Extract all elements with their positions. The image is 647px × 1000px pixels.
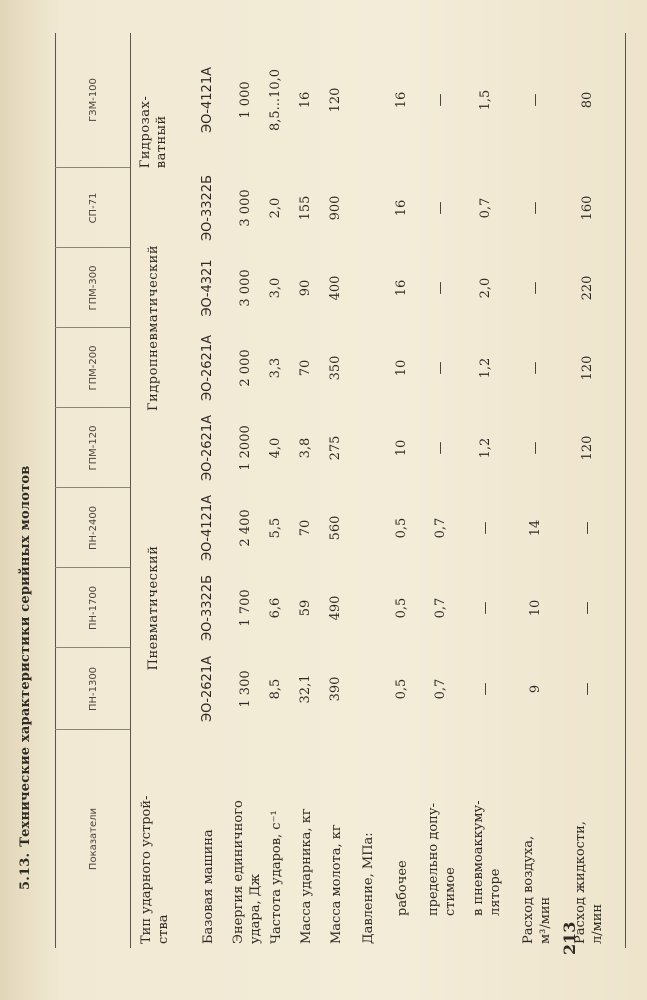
cell-pmax-6: —	[433, 281, 448, 295]
cell-hammer-6: 400	[328, 275, 343, 301]
cell-hammer-1: 390	[328, 676, 343, 702]
cell-liq-8: 80	[580, 91, 595, 109]
cell-air-2: 10	[528, 599, 543, 617]
cell-base-8: ЭО-4121А	[200, 67, 215, 133]
cell-freq-5: 3,3	[268, 357, 283, 379]
cell-freq-3: 5,5	[268, 517, 283, 539]
label-pressure-accum: в пневмоаккуму- ляторе	[471, 800, 503, 916]
cell-striker-5: 70	[298, 359, 313, 377]
cell-energy-5: 2 000	[238, 349, 253, 387]
cell-air-6: —	[528, 281, 543, 295]
cell-air-7: —	[528, 201, 543, 215]
cell-pmax-4: —	[433, 441, 448, 455]
header-model-7: СП-71	[88, 192, 99, 224]
cell-striker-8: 16	[298, 91, 313, 109]
header-model-3: ПН-2400	[88, 505, 99, 551]
cell-freq-4: 4,0	[268, 437, 283, 459]
cell-freq-7: 2,0	[268, 197, 283, 219]
table-caption	[18, 466, 33, 890]
label-liquid-flow: Расход жидкости, л/мин	[573, 821, 605, 944]
label-air-flow: Расход воздуха, м³/мин	[521, 835, 553, 944]
cell-striker-4: 3,8	[298, 437, 313, 459]
cell-base-6: ЭО-4321	[200, 259, 215, 317]
cell-striker-6: 90	[298, 279, 313, 297]
cell-pmax-8: —	[433, 93, 448, 107]
label-hammer-mass: Масса молота, кг	[329, 824, 344, 944]
cell-freq-2: 6,6	[268, 597, 283, 619]
table-bottom-rule	[625, 33, 626, 948]
cell-hammer-3: 560	[328, 515, 343, 541]
cell-pwork-3: 0,5	[394, 517, 409, 539]
header-model-5: ГПМ-200	[88, 345, 99, 391]
cell-pacc-7: 0,7	[478, 197, 493, 219]
cell-freq-6: 3,0	[268, 277, 283, 299]
label-pressure-title: Давление, МПа:	[361, 832, 376, 944]
header-model-4: ГПМ-120	[88, 425, 99, 471]
cell-pmax-5: —	[433, 361, 448, 375]
header-indicator: Показатели	[88, 807, 99, 871]
cell-freq-8: 8,5...10,0	[268, 68, 283, 132]
col-sep-4	[55, 487, 130, 488]
cell-energy-7: 3 000	[238, 189, 253, 227]
label-base-machine: Базовая машина	[201, 829, 216, 944]
cell-pwork-5: 10	[394, 359, 409, 377]
cell-pmax-7: —	[433, 201, 448, 215]
cell-liq-3: —	[580, 521, 595, 535]
cell-hammer-7: 900	[328, 195, 343, 221]
label-pressure-working: рабочее	[395, 860, 410, 916]
cell-pmax-1: 0,7	[433, 678, 448, 700]
cell-striker-1: 32,1	[298, 674, 313, 704]
cell-energy-3: 2 400	[238, 509, 253, 547]
cell-hammer-2: 490	[328, 595, 343, 621]
cell-hammer-8: 120	[328, 87, 343, 113]
cell-air-3: 14	[528, 519, 543, 537]
cell-striker-2: 59	[298, 599, 313, 617]
col-sep-2	[55, 647, 130, 648]
col-sep-1	[55, 729, 130, 730]
cell-striker-7: 155	[298, 195, 313, 221]
col-sep-6	[55, 327, 130, 328]
cell-pwork-2: 0,5	[394, 597, 409, 619]
cell-pmax-2: 0,7	[433, 597, 448, 619]
caption-number: 5.13.	[18, 852, 33, 890]
page-number: 213	[560, 921, 579, 955]
cell-energy-6: 3 000	[238, 269, 253, 307]
cell-base-7: ЭО-3322Б	[200, 174, 215, 242]
group-pneumatic: Пневматический	[146, 545, 161, 671]
header-bottom-rule	[130, 33, 131, 948]
cell-pacc-2: —	[478, 601, 493, 615]
cell-pmax-3: 0,7	[433, 517, 448, 539]
col-sep-3	[55, 567, 130, 568]
label-striker-mass: Масса ударника, кг	[299, 808, 314, 944]
cell-pacc-1: —	[478, 682, 493, 696]
label-pressure-max: предельно допу- стимое	[426, 803, 458, 916]
cell-energy-2: 1 700	[238, 589, 253, 627]
col-sep-8	[55, 167, 130, 168]
cell-energy-4: 1 2000	[238, 425, 253, 471]
cell-pwork-4: 10	[394, 439, 409, 457]
cell-striker-3: 70	[298, 519, 313, 537]
cell-pacc-4: 1,2	[478, 437, 493, 459]
cell-liq-5: 120	[580, 355, 595, 381]
cell-pwork-1: 0,5	[394, 678, 409, 700]
cell-pacc-6: 2,0	[478, 277, 493, 299]
group-hydropneumatic: Гидропневматический	[146, 244, 161, 412]
cell-air-4: —	[528, 441, 543, 455]
cell-air-8: —	[528, 93, 543, 107]
cell-pwork-8: 16	[394, 91, 409, 109]
cell-air-1: 9	[528, 684, 543, 694]
label-energy: Энергия единичного удара, Дж	[231, 800, 263, 944]
cell-liq-1: —	[580, 682, 595, 696]
header-model-6: ГПМ-300	[88, 265, 99, 311]
header-model-8: ГЗМ-100	[88, 78, 99, 122]
col-sep-5	[55, 407, 130, 408]
table-top-rule	[55, 33, 56, 948]
cell-base-5: ЭО-2621А	[200, 335, 215, 401]
cell-liq-4: 120	[580, 435, 595, 461]
cell-freq-1: 8,5	[268, 678, 283, 700]
cell-pacc-8: 1,5	[478, 89, 493, 111]
cell-energy-1: 1 300	[238, 670, 253, 708]
cell-hammer-5: 350	[328, 355, 343, 381]
cell-energy-8: 1 000	[238, 81, 253, 119]
cell-base-2: ЭО-3322Б	[200, 574, 215, 642]
cell-pwork-7: 16	[394, 199, 409, 217]
cell-base-3: ЭО-4121А	[200, 495, 215, 561]
label-device-type: Тип ударного устрой- ства	[139, 795, 171, 944]
cell-liq-6: 220	[580, 275, 595, 301]
cell-air-5: —	[528, 361, 543, 375]
col-sep-7	[55, 247, 130, 248]
cell-liq-7: 160	[580, 195, 595, 221]
label-frequency: Частота ударов, с⁻¹	[269, 810, 284, 944]
header-model-1: ПН-1300	[88, 666, 99, 712]
cell-pwork-6: 16	[394, 279, 409, 297]
caption-title: Технические характеристики серийных молотов	[18, 465, 33, 847]
cell-base-1: ЭО-2621А	[200, 656, 215, 722]
cell-pacc-3: —	[478, 521, 493, 535]
header-model-2: ПН-1700	[88, 585, 99, 631]
cell-hammer-4: 275	[328, 435, 343, 461]
cell-pacc-5: 1,2	[478, 357, 493, 379]
group-hydrograb: Гидрозах- ватный	[138, 95, 169, 169]
cell-base-4: ЭО-2621А	[200, 415, 215, 481]
cell-liq-2: —	[580, 601, 595, 615]
